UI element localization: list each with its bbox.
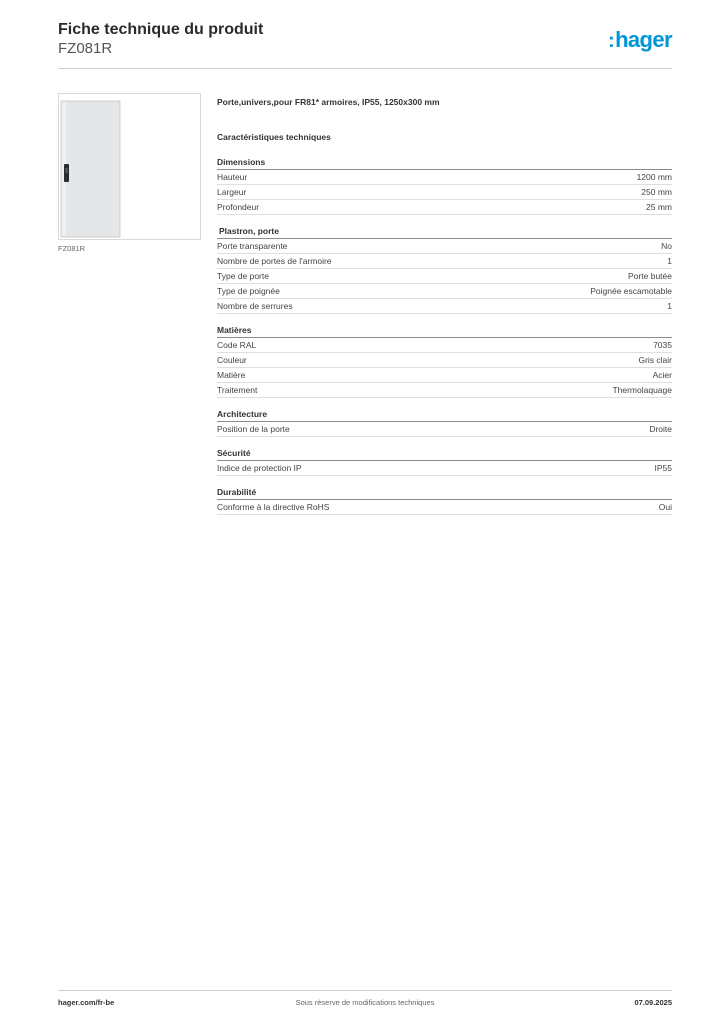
spec-row (217, 170, 672, 185)
footer-divider (58, 990, 672, 991)
spec-label: Profondeur (217, 202, 260, 212)
spec-value: Poignée escamotable (590, 286, 672, 296)
spec-value: 1 (667, 256, 672, 266)
spec-label: Hauteur (217, 172, 248, 182)
logo-text: hager (615, 27, 672, 52)
spec-row (217, 353, 672, 368)
group-title: Sécurité (217, 446, 672, 461)
spec-label: Type de porte (217, 271, 269, 281)
spec-label: Indice de protection IP (217, 463, 302, 473)
spec-value: 7035 (653, 340, 672, 350)
logo-colon: : (608, 30, 615, 52)
spec-label: Traitement (217, 385, 258, 395)
spec-label: Code RAL (217, 340, 257, 350)
spec-row (217, 254, 672, 269)
spec-value: Acier (652, 370, 672, 380)
spec-group-plastron-porte (217, 224, 672, 314)
page-footer (58, 998, 672, 1010)
group-title: Durabilité (217, 485, 672, 500)
spec-label: Nombre de portes de l'armoire (217, 256, 332, 266)
footer-website-link[interactable]: hager.com/fr-be (58, 998, 115, 1007)
spec-row (217, 284, 672, 299)
spec-row (217, 200, 672, 215)
hager-logo[interactable] (608, 27, 672, 53)
spec-group-dimensions (217, 155, 672, 215)
spec-label: Couleur (217, 355, 247, 365)
technical-specs (217, 96, 672, 515)
product-description: Porte,univers,pour FR81* armoires, IP55, 1250x300 mm (217, 97, 440, 107)
spec-value: Gris clair (638, 355, 672, 365)
spec-row (217, 461, 672, 476)
spec-label: Type de poignée (217, 286, 280, 296)
image-caption: FZ081R (58, 244, 86, 253)
spec-row (217, 269, 672, 284)
group-title: Architecture (217, 407, 672, 422)
spec-value: Porte butée (628, 271, 672, 281)
spec-label: Largeur (217, 187, 247, 197)
characteristics-title: Caractéristiques techniques (217, 132, 331, 142)
spec-group-architecture (217, 407, 672, 437)
spec-value: 1 (667, 301, 672, 311)
spec-label: Conforme à la directive RoHS (217, 502, 330, 512)
group-title: Dimensions (217, 155, 672, 170)
spec-group-durabilite (217, 485, 672, 515)
spec-value: 250 mm (641, 187, 672, 197)
group-title: Plastron, porte (217, 224, 672, 239)
spec-row (217, 422, 672, 437)
spec-row (217, 500, 672, 515)
group-title: Matières (217, 323, 672, 338)
header-divider (58, 68, 672, 69)
spec-label: Matière (217, 370, 246, 380)
spec-value: 25 mm (646, 202, 672, 212)
spec-row (217, 338, 672, 353)
spec-label: Porte transparente (217, 241, 288, 251)
spec-group-securite (217, 446, 672, 476)
spec-value: Thermolaquage (612, 385, 672, 395)
product-image (58, 93, 201, 240)
spec-label: Position de la porte (217, 424, 290, 434)
spec-value: 1200 mm (636, 172, 672, 182)
door-panel (61, 101, 120, 237)
spec-value: No (661, 241, 672, 251)
spec-row (217, 185, 672, 200)
spec-row (217, 299, 672, 314)
door-panel-illustration (58, 93, 201, 240)
spec-row (217, 383, 672, 398)
document-title: Fiche technique du produit (58, 21, 264, 38)
product-reference: FZ081R (58, 40, 113, 57)
spec-group-matieres (217, 323, 672, 398)
footer-date: 07.09.2025 (634, 998, 672, 1007)
spec-value: Droite (649, 424, 672, 434)
spec-label: Nombre de serrures (217, 301, 293, 311)
spec-row (217, 368, 672, 383)
page-header (58, 21, 672, 69)
spec-value: IP55 (654, 463, 672, 473)
spec-row (217, 239, 672, 254)
spec-value: Oui (658, 502, 672, 512)
door-handle-highlight (66, 168, 68, 173)
footer-disclaimer: Sous réserve de modifications techniques (295, 998, 435, 1007)
